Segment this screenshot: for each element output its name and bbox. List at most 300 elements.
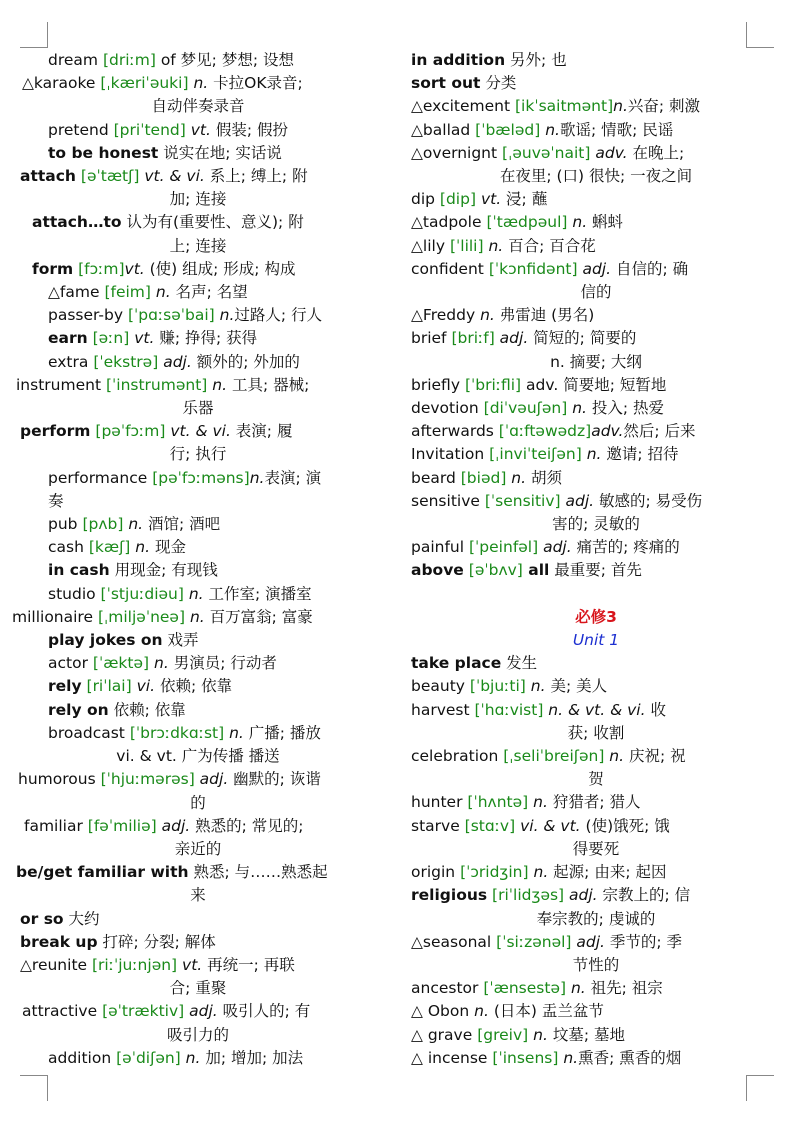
headword: △karaoke (22, 74, 96, 93)
crop-mark-bottom-left-h (20, 1075, 48, 1076)
vocab-entry (411, 815, 781, 838)
definition: 现金 (150, 538, 186, 557)
part-of-speech: adj. (156, 816, 191, 835)
vocab-entry (411, 1047, 781, 1070)
headword: △ incense (411, 1048, 488, 1067)
entry-continuation: 合; 重聚 (169, 979, 227, 998)
headword: to be honest (48, 143, 159, 162)
entry-continuation: 奏 (48, 491, 64, 510)
vocab-entry (12, 258, 384, 281)
phonetic: [riːˈjuːnjən] (92, 955, 178, 974)
definition: 投入; 热爱 (586, 399, 665, 418)
headword: dream (48, 51, 99, 69)
phonetic: [ˈstjuːdiəu] (100, 584, 184, 603)
part-of-speech: vt. & vi. (139, 167, 205, 186)
vocab-entry (411, 745, 781, 768)
headword: △ grave (411, 1025, 473, 1044)
phonetic: [diˈvəuʃən] (483, 399, 568, 418)
headword: break up (20, 932, 98, 951)
phonetic: [ˈbæləd] (475, 120, 541, 139)
definition: 弗雷迪 (男名) (494, 306, 595, 325)
headword: familiar (24, 816, 83, 835)
phonetic: [ˈpeinfəl] (469, 538, 539, 557)
vocab-entry (411, 559, 781, 582)
phonetic: [ˈsensitiv] (484, 491, 561, 510)
part-of-speech: n. (506, 468, 527, 487)
vocab-entry (12, 327, 384, 350)
definition: 蝌蚪 (587, 213, 624, 232)
vocab-entry (12, 606, 384, 629)
entry-continuation: 自动伴奏录音 (151, 97, 245, 116)
vocab-entry (411, 490, 781, 513)
definition: 收 (645, 700, 666, 719)
headword: play jokes on (48, 631, 163, 650)
vocab-entry (411, 675, 781, 698)
vocab-entry (12, 165, 384, 188)
definition: 卡拉OK录音; (208, 74, 303, 93)
definition: 用现金; 有现钱 (109, 561, 218, 580)
entry-continuation: 行; 执行 (169, 445, 227, 464)
headword: millionaire (12, 607, 94, 626)
headword: attach…to (32, 213, 122, 232)
headword: extra (48, 352, 89, 371)
phonetic: [driːm] (102, 51, 156, 69)
definition: 自信的; 确 (611, 259, 689, 278)
definition: 系上; 缚上; 附 (204, 167, 308, 186)
part-of-speech: n. (528, 863, 549, 882)
entry-continuation: 亲近的 (174, 839, 222, 858)
headword: actor (48, 654, 88, 673)
vocab-entry (12, 559, 384, 582)
part-of-speech: adj. (158, 352, 192, 371)
vocab-entry (12, 629, 384, 652)
part-of-speech: n. (558, 1048, 579, 1067)
headword: perform (20, 422, 91, 441)
vocab-entry (12, 49, 384, 72)
definition: of 梦见; 梦想; 设想 (155, 51, 294, 69)
phonetic: [pʌb] (82, 515, 124, 534)
part-of-speech: adj. (494, 329, 529, 348)
definition: 工作室; 演播室 (203, 584, 312, 603)
definition: 美; 美人 (545, 677, 608, 696)
part-of-speech: n. (214, 306, 235, 325)
part-of-speech: n. (183, 584, 204, 603)
definition: 百合; 百合花 (503, 236, 596, 255)
vocab-entry (411, 699, 781, 722)
entry-continuation: 得要死 (572, 839, 620, 858)
entry-continuation: 害的; 灵敏的 (552, 515, 640, 534)
part-of-speech: n. (566, 979, 586, 998)
vocab-entry (411, 861, 781, 884)
definition: 浸; 蘸 (501, 190, 548, 209)
headword: beauty (411, 677, 465, 696)
headword: performance (48, 468, 148, 487)
definition: 坟墓; 墓地 (547, 1025, 625, 1044)
part-of-speech: vt. (476, 190, 502, 209)
entry-continuation: 奉宗教的; 虔诚的 (536, 909, 656, 928)
part-of-speech: n. (525, 677, 546, 696)
part-of-speech: n. (475, 306, 495, 325)
part-of-speech: adj. (577, 259, 612, 278)
entry-continuation: 节性的 (572, 955, 620, 974)
headword: pretend (48, 120, 109, 139)
definition: 赚; 挣得; 获得 (154, 329, 258, 348)
definition: 宗教上的; 信 (597, 886, 691, 905)
definition: 熏香; 熏香的烟 (578, 1048, 682, 1067)
headword: instrument (16, 375, 102, 394)
headword: dip (411, 190, 435, 209)
vocab-entry (12, 1000, 384, 1023)
part-of-speech: n. (180, 1048, 201, 1067)
vocab-entry (12, 72, 384, 95)
phonetic: [ˌmiljəˈneə] (97, 607, 186, 626)
vocab-entry (411, 72, 781, 95)
vocab-entry (12, 861, 384, 884)
definition: 打碎; 分裂; 解体 (97, 932, 216, 951)
headword-suffix: all (522, 561, 550, 580)
headword: confident (411, 259, 484, 278)
definition: 胡须 (526, 468, 562, 487)
phonetic: [feim] (104, 283, 151, 302)
vocab-entry (411, 327, 781, 350)
crop-mark-top-right-h (746, 47, 774, 48)
headword: △fame (48, 283, 100, 302)
definition: 酒馆; 酒吧 (143, 515, 221, 534)
headword: in cash (48, 561, 110, 580)
headword: harvest (411, 700, 470, 719)
vocab-entry (411, 49, 781, 72)
section-title: 必修3 (575, 607, 617, 626)
vocab-entry (12, 1047, 384, 1070)
part-of-speech: vt. & vi. (165, 422, 231, 441)
headword: in addition (411, 51, 506, 69)
entry-continuation: 来 (190, 886, 206, 905)
headword: take place (411, 654, 502, 673)
part-of-speech: n. (581, 445, 602, 464)
headword: afterwards (411, 422, 494, 441)
headword: hunter (411, 793, 463, 812)
headword: ancestor (411, 979, 479, 998)
headword: celebration (411, 747, 499, 766)
definition: 认为有(重要性、意义); 附 (121, 213, 304, 232)
vocab-entry (12, 954, 384, 977)
phonetic: [ˈɔridʒin] (460, 863, 529, 882)
part-of-speech: n. (567, 399, 587, 418)
phonetic: [ˌseliˈbreiʃən] (503, 747, 605, 766)
definition: 广播; 播放 (243, 723, 321, 742)
headword: origin (411, 863, 456, 882)
vocab-entry (411, 188, 781, 211)
phonetic: [ˈpɑːsəˈbai] (127, 306, 215, 325)
definition: 戏弄 (162, 631, 199, 650)
entry-continuation: 贺 (588, 770, 604, 789)
entry-continuation: 信的 (580, 283, 612, 302)
vocab-entry (12, 699, 384, 722)
phonetic: [fɔːm] (78, 259, 125, 278)
phonetic: [greiv] (477, 1025, 529, 1044)
unit-title: Unit 1 (572, 631, 620, 650)
entry-continuation: vi. & vt. 广为传播 播送 (116, 747, 280, 766)
part-of-speech: adj. (564, 886, 598, 905)
definition: adv. 简要地; 短暂地 (521, 375, 667, 394)
headword: beard (411, 468, 456, 487)
phonetic: [ˈbriːfli] (464, 375, 522, 394)
definition: 名声; 名望 (170, 283, 248, 302)
phonetic: [ˈɑːftəwədz] (498, 422, 592, 441)
headword: be/get familiar with (16, 863, 189, 882)
phonetic: [ˈhʌntə] (467, 793, 529, 812)
definition: 再统一; 再联 (202, 955, 295, 974)
blank-line (411, 583, 781, 606)
definition: 加; 增加; 加法 (200, 1048, 304, 1067)
definition: 歌谣; 情歌; 民谣 (559, 120, 674, 139)
definition: 大约 (63, 909, 100, 928)
vocab-entry (12, 583, 384, 606)
definition: 敏感的; 易受伤 (594, 491, 703, 510)
definition: 依赖; 依靠 (108, 700, 186, 719)
part-of-speech: n. (224, 723, 244, 742)
headword: △overnignt (411, 143, 498, 162)
headword: earn (48, 329, 88, 348)
headword: humorous (18, 770, 96, 789)
entry-continuation: 上; 连接 (169, 236, 227, 255)
vocab-entry (411, 95, 781, 118)
phonetic: [ˈkɔnfidənt] (488, 259, 578, 278)
vocab-entry (411, 931, 781, 954)
phonetic: [pəˈfɔːməns] (152, 468, 250, 487)
phonetic: [ˈæktə] (92, 654, 150, 673)
vocab-entry (12, 536, 384, 559)
vocab-entry (12, 374, 384, 397)
definition: 季节的; 季 (604, 932, 683, 951)
vocab-entry (12, 142, 384, 165)
headword: broadcast (48, 723, 125, 742)
vocab-entry (411, 397, 781, 420)
definition: 说实在地; 实话说 (158, 143, 282, 162)
headword: cash (48, 538, 84, 557)
headword: rely on (48, 700, 109, 719)
headword: Invitation (411, 445, 485, 464)
phonetic: [fəˈmiliə] (87, 816, 157, 835)
phonetic: [riˈlai] (86, 677, 132, 696)
vocab-entry (12, 513, 384, 536)
headword: passer-by (48, 306, 124, 325)
headword: addition (48, 1048, 112, 1067)
phonetic: [stɑːv] (464, 816, 516, 835)
part-of-speech: n. & vt. & vi. (543, 700, 646, 719)
definition: 痛苦的; 疼痛的 (571, 538, 680, 557)
definition: 兴奋; 刺激 (627, 97, 701, 116)
phonetic: [ˈsiːzənəl] (496, 932, 572, 951)
vocab-entry (411, 536, 781, 559)
phonetic: [ˈbjuːti] (469, 677, 526, 696)
definition: 在晚上; (627, 143, 685, 162)
vocab-entry (12, 119, 384, 142)
part-of-speech: adj. (560, 491, 595, 510)
vocab-entry (411, 420, 781, 443)
definition: 最重要; 首先 (549, 561, 642, 580)
phonetic: [ˈbrɔːdkɑːst] (129, 723, 225, 742)
vocab-entry (411, 1024, 781, 1047)
vocab-entry (411, 258, 781, 281)
headword: sort out (411, 74, 481, 93)
definition: 分类 (480, 74, 517, 93)
headword: studio (48, 584, 96, 603)
vocab-entry (12, 908, 384, 931)
phonetic: [ˌinviˈteiʃən] (489, 445, 582, 464)
part-of-speech: vt. (177, 955, 203, 974)
phonetic: [ˈtædpəul] (486, 213, 568, 232)
phonetic: [dip] (439, 190, 477, 209)
definition: 狩猎者; 猎人 (547, 793, 641, 812)
vocab-entry (411, 977, 781, 1000)
part-of-speech: n. (604, 747, 625, 766)
crop-mark-bottom-left-v (47, 1075, 48, 1101)
phonetic: [biəd] (460, 468, 507, 487)
definition: (使)饿死; 饿 (580, 816, 670, 835)
part-of-speech: n. (185, 607, 205, 626)
part-of-speech: vi. & vt. (515, 816, 581, 835)
phonetic: [ikˈsaitmənt] (515, 97, 614, 116)
phonetic: [əːn] (92, 329, 130, 348)
entry-continuation: 获; 收割 (567, 723, 625, 742)
right-column (411, 49, 781, 1070)
definition: 表演; 履 (230, 422, 293, 441)
part-of-speech: adj. (194, 770, 229, 789)
definition: (使) 组成; 形成; 构成 (144, 259, 296, 278)
phonetic: [əˈtætʃ] (80, 167, 140, 186)
headword: brief (411, 329, 447, 348)
vocab-entry (12, 652, 384, 675)
phonetic: [ˈhɑːvist] (474, 700, 544, 719)
vocab-entry (411, 652, 781, 675)
definition: 假装; 假扮 (210, 120, 288, 139)
headword: briefly (411, 375, 460, 394)
part-of-speech: adj. (184, 1002, 218, 1021)
crop-mark-top-right-v (746, 22, 747, 48)
phonetic: [ˈænsestə] (483, 979, 567, 998)
vocab-entry (411, 211, 781, 234)
phonetic: [əˈdiʃən] (116, 1048, 181, 1067)
vocab-entry (411, 443, 781, 466)
definition: 祖先; 祖宗 (585, 979, 663, 998)
phonetic: [əˈbʌv] (468, 561, 523, 580)
definition: 然后; 后来 (623, 422, 696, 441)
part-of-speech: n. (130, 538, 151, 557)
definition: 起源; 由来; 起因 (548, 863, 667, 882)
headword: rely (48, 677, 82, 696)
vocab-entry (12, 420, 384, 443)
headword: or so (20, 909, 64, 928)
headword: above (411, 561, 464, 580)
definition: 发生 (501, 654, 538, 673)
definition: 幽默的; 诙谐 (228, 770, 321, 789)
part-of-speech: n. (528, 793, 548, 812)
part-of-speech: n. (249, 468, 265, 487)
part-of-speech: n. (469, 1002, 489, 1021)
left-column (12, 49, 384, 1070)
part-of-speech: vt. (124, 259, 145, 278)
definition: 依赖; 依靠 (155, 677, 233, 696)
definition: 男演员; 行动者 (168, 654, 277, 673)
phonetic: [briːf] (451, 329, 495, 348)
headword: △tadpole (411, 213, 482, 232)
part-of-speech: n. (188, 74, 209, 93)
headword: △lily (411, 236, 446, 255)
part-of-speech: n. (149, 654, 169, 673)
entry-continuation: 加; 连接 (169, 190, 227, 209)
crop-mark-top-left-h (20, 47, 48, 48)
vocab-entry (411, 142, 781, 165)
vocab-entry (411, 791, 781, 814)
part-of-speech: n. (613, 97, 628, 116)
part-of-speech: n. (123, 515, 144, 534)
definition: 吸引人的; 有 (217, 1002, 311, 1021)
definition: 工具; 器械; (227, 375, 310, 394)
definition: (日本) 盂兰盆节 (488, 1002, 604, 1021)
part-of-speech: adv. (590, 143, 628, 162)
crop-mark-top-left-v (47, 22, 48, 48)
definition: 额外的; 外加的 (191, 352, 300, 371)
vocab-entry (12, 768, 384, 791)
headword: attractive (22, 1002, 98, 1021)
headword: △reunite (20, 955, 88, 974)
crop-mark-bottom-right-v (746, 1075, 747, 1101)
headword: △Freddy (411, 306, 476, 325)
phonetic: [ˈinsens] (492, 1048, 559, 1067)
part-of-speech: n. (528, 1025, 548, 1044)
phonetic: [əˈtræktiv] (102, 1002, 185, 1021)
headword: attach (20, 167, 76, 186)
part-of-speech: vt. (185, 120, 211, 139)
vocab-entry (12, 351, 384, 374)
vocab-entry (12, 722, 384, 745)
entry-continuation: 吸引力的 (166, 1025, 229, 1044)
phonetic: [ˌəuvəˈnait] (502, 143, 591, 162)
headword: △excitement (411, 97, 511, 116)
part-of-speech: vi. (131, 677, 156, 696)
headword: pub (48, 515, 78, 534)
headword: sensitive (411, 491, 480, 510)
vocab-entry (411, 374, 781, 397)
headword: △ Obon (411, 1002, 470, 1021)
vocab-entry (12, 815, 384, 838)
phonetic: [ˈlili] (449, 236, 484, 255)
phonetic: [priˈtend] (113, 120, 186, 139)
phonetic: [ˈhjuːmərəs] (100, 770, 195, 789)
vocab-entry (411, 119, 781, 142)
vocab-entry (12, 304, 384, 327)
part-of-speech: vt. (129, 329, 155, 348)
part-of-speech: n. (207, 375, 228, 394)
part-of-speech: n. (150, 283, 171, 302)
entry-continuation: n. 摘要; 大纲 (550, 352, 642, 371)
vocab-entry (12, 675, 384, 698)
definition: 庆祝; 祝 (624, 747, 686, 766)
part-of-speech: n. (540, 120, 560, 139)
part-of-speech: adv. (591, 422, 624, 441)
headword: △ballad (411, 120, 471, 139)
headword: religious (411, 886, 488, 905)
part-of-speech: n. (483, 236, 504, 255)
vocab-entry (411, 304, 781, 327)
crop-mark-bottom-right-h (746, 1075, 774, 1076)
part-of-speech: n. (567, 213, 588, 232)
definition: 熟悉的; 常见的; (190, 816, 304, 835)
definition: 表演; 演 (264, 468, 322, 487)
part-of-speech: adj. (571, 932, 605, 951)
definition: 另外; 也 (505, 51, 567, 69)
